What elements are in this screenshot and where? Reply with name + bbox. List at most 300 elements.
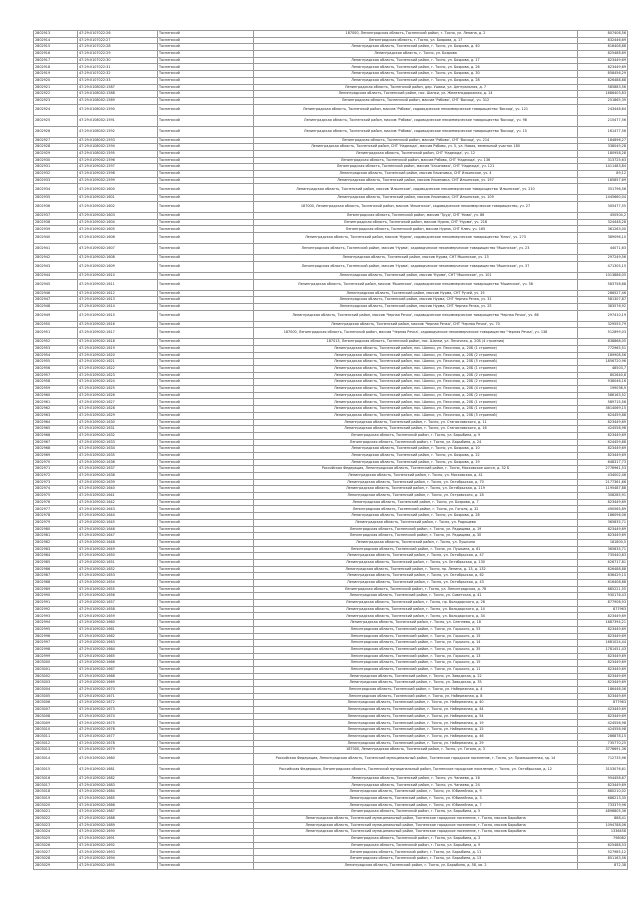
table-row <box>34 809 628 816</box>
table-row <box>34 660 628 667</box>
table-row <box>34 600 628 607</box>
district-cell: Тосненский <box>158 459 254 466</box>
record-id-cell: 2802995 <box>34 626 78 633</box>
value-cell: 351796,56 <box>578 184 628 195</box>
district-cell: Тосненский <box>158 727 254 734</box>
record-id-cell: 2802916 <box>34 51 78 58</box>
record-id-cell: 2803010 <box>34 727 78 734</box>
record-id-cell: 2802925 <box>34 115 78 126</box>
address-cell: Ленинградская область, Тосненский район, пос. Шапки, ул. Песочная, д. 20Б (1 строение) <box>254 399 578 406</box>
district-cell: Тосненский <box>158 802 254 809</box>
record-id-cell: 2802931 <box>34 164 78 171</box>
district-cell: Тосненский <box>158 372 254 379</box>
cadastral-number-cell: 47:29:0109002:1607 <box>78 244 158 255</box>
district-cell: Тосненский <box>158 379 254 386</box>
cadastral-number-cell: 47:29:0109002:1652 <box>78 566 158 573</box>
cadastral-number-cell: 47:29:0109002:1609 <box>78 261 158 272</box>
value-cell: 365835,71 <box>578 546 628 553</box>
value-cell: 389096,10 <box>578 233 628 244</box>
table-row <box>34 720 628 727</box>
record-id-cell: 2802993 <box>34 613 78 620</box>
district-cell: Тосненский <box>158 97 254 104</box>
table-row <box>34 753 628 764</box>
value-cell: 838868,05 <box>578 339 628 346</box>
cadastral-number-cell: 47:29:0109002:1598 <box>78 171 158 178</box>
value-cell: 823449,69 <box>578 419 628 426</box>
address-cell: Ленинградская область, Тосненский район, г. Тосно, пр. Володарского, д. 26 <box>254 600 578 607</box>
record-id-cell: 2802970 <box>34 459 78 466</box>
cadastral-number-cell: 47:29:0109002:1629 <box>78 412 158 419</box>
value-cell: 490565,89 <box>578 506 628 513</box>
record-id-cell: 2803014 <box>34 753 78 764</box>
value-cell: 823449,69 <box>578 57 628 64</box>
cadastral-number-cell: 47:29:0109002:1605 <box>78 226 158 233</box>
district-cell: Тосненский <box>158 620 254 627</box>
value-cell: 624459,88 <box>578 439 628 446</box>
value-cell: 823449,69 <box>578 432 628 439</box>
value-cell: 954458,67 <box>578 775 628 782</box>
address-cell: Ленинградская область, Тосненский район, г. Тосно, ул. Ленинградская, д. 78 <box>254 586 578 593</box>
table-row <box>34 202 628 213</box>
table-row <box>34 580 628 587</box>
record-id-cell: 2803015 <box>34 764 78 775</box>
cadastral-number-cell: 47:29:0109002:1674 <box>78 713 158 720</box>
table-row <box>34 795 628 802</box>
address-cell: Ленинградская область, Тосненский район, г. Тосно, ул. Горького, д. 15 <box>254 660 578 667</box>
district-cell: Тосненский <box>158 233 254 244</box>
table-row <box>34 406 628 413</box>
cadastral-number-cell: 47:29:0109002:1656 <box>78 593 158 600</box>
district-cell: Тосненский <box>158 359 254 366</box>
cadastral-number-cell: 47:29:0109002:1682 <box>78 775 158 782</box>
address-cell: Ленинградская область, Тосненский район, г. Тосно, ул. Боярова, д. 22 <box>254 452 578 459</box>
value-cell: 585883,56 <box>578 84 628 91</box>
table-row <box>34 279 628 290</box>
record-id-cell: 2802963 <box>34 412 78 419</box>
address-cell: Ленинградская область, Тосненский район, пос. Шапки, ул. Песочная, д. 20Б (2 строения) <box>254 379 578 386</box>
district-cell: Тосненский <box>158 493 254 500</box>
cadastral-number-cell: 47:29:0107022:27 <box>78 37 158 44</box>
table-row <box>34 513 628 520</box>
record-id-cell: 2802946 <box>34 290 78 297</box>
table-row <box>34 255 628 262</box>
address-cell: Ленинградская область, Тосненский район, г. Тосно, ул. Октябрьская, д. 47 <box>254 553 578 560</box>
cadastral-number-cell: 47:29:0109002:1667 <box>78 666 158 673</box>
record-id-cell: 2802924 <box>34 104 78 115</box>
value-cell: 880210,02 <box>578 789 628 796</box>
record-id-cell: 2802928 <box>34 144 78 151</box>
district-cell: Тосненский <box>158 606 254 613</box>
district-cell: Тосненский <box>158 653 254 660</box>
cadastral-number-cell: 47:29:0109002:1695 <box>78 862 158 869</box>
district-cell: Тосненский <box>158 586 254 593</box>
district-cell: Тосненский <box>158 290 254 297</box>
record-id-cell: 2802977 <box>34 506 78 513</box>
cadastral-number-cell: 47:29:0109002:1603 <box>78 213 158 220</box>
address-cell: Ленинградская область, г. Тосно, ул. Боярова, д. 17 <box>254 37 578 44</box>
value-cell: 858456,29 <box>578 71 628 78</box>
value-cell: 2177361,66 <box>578 479 628 486</box>
value-cell: 823449,69 <box>578 660 628 667</box>
address-cell: Ленинградская область, Тосненский район, г. Тосно, ул. Барыбина, д. 58, кв. 2 <box>254 862 578 869</box>
address-cell: Ленинградская область, Тосненский район, г. Тосно, ул. Набережная, д. 54 <box>254 713 578 720</box>
cadastral-number-cell: 47:29:0109002:1621 <box>78 359 158 366</box>
table-row <box>34 91 628 98</box>
district-cell: Тосненский <box>158 37 254 44</box>
address-cell: Ленинградская область, Тосненский район, г. Тосно, ул. Горького, д. 35 <box>254 646 578 653</box>
cadastral-number-cell: 47:29:0109002:1597 <box>78 164 158 171</box>
record-id-cell: 2802996 <box>34 633 78 640</box>
address-cell: Ленинградская область, Тосненский район, г. Тосно, ул. Радищева, д. 30 <box>254 533 578 540</box>
record-id-cell: 2802999 <box>34 653 78 660</box>
district-cell: Тосненский <box>158 84 254 91</box>
address-cell: Ленинградская область, Тосненский район, массив 'Нурма', садоводческое некоммерческое товарищество 'Мшинское', уч. 37 <box>254 261 578 272</box>
record-id-cell: 2802932 <box>34 171 78 178</box>
district-cell: Тосненский <box>158 526 254 533</box>
value-cell: 888,41 <box>578 816 628 823</box>
cadastral-number-cell: 47:29:0109002:1675 <box>78 720 158 727</box>
table-row <box>34 97 628 104</box>
value-cell: 823449,69 <box>578 64 628 71</box>
table-row <box>34 546 628 553</box>
address-cell: Ленинградская область, Тосненский район, массив 'Мшинская', садоводческое некоммерческое товарищество 'Мшинское', уч. 58 <box>254 279 578 290</box>
record-id-cell: 2802921 <box>34 84 78 91</box>
district-cell: Тосненский <box>158 539 254 546</box>
value-cell: 189908,56 <box>578 352 628 359</box>
district-cell: Тосненский <box>158 164 254 171</box>
record-id-cell: 2802913 <box>34 31 78 38</box>
address-cell: Ленинградская область, Тосненский район, массив Нурма, СНТ Черная Речка, уч. 31 <box>254 297 578 304</box>
value-cell: 807408,56 <box>578 31 628 38</box>
table-row <box>34 372 628 379</box>
cadastral-number-cell: 47:29:0109002:1679 <box>78 747 158 754</box>
cadastral-number-cell: 47:29:0109002:1599 <box>78 177 158 184</box>
table-row <box>34 526 628 533</box>
value-cell: 424558,98 <box>578 727 628 734</box>
cadastral-number-cell: 47:29:0108002:1595 <box>78 150 158 157</box>
value-cell: 185857,69 <box>578 177 628 184</box>
record-id-cell: 2802941 <box>34 244 78 255</box>
address-cell: Ленинградская область, Тосненский район, г. Тосно, ул. Гоголя, д. 32 <box>254 506 578 513</box>
table-body <box>34 31 628 870</box>
table-row <box>34 849 628 856</box>
district-cell: Тосненский <box>158 693 254 700</box>
district-cell: Тосненский <box>158 553 254 560</box>
record-id-cell: 2802987 <box>34 573 78 580</box>
record-id-cell: 2802915 <box>34 44 78 51</box>
record-id-cell: 2802980 <box>34 526 78 533</box>
address-cell: Ленинградская область, Тосненский район, г. Тосно, ул. Володарского, д. 14 <box>254 606 578 613</box>
district-cell: Тосненский <box>158 202 254 213</box>
address-cell: Российская Федерация, Ленинградская область, Тосненский район, г. Тосно, Московское шоссе, д. 32 Б <box>254 466 578 473</box>
value-cell: 3153076,61 <box>578 764 628 775</box>
record-id-cell: 2803011 <box>34 733 78 740</box>
table-row <box>34 328 628 339</box>
address-cell: Ленинградская область, Тосненский район, СНТ 'Надежда', уч. 12 <box>254 150 578 157</box>
value-cell: 826488,88 <box>578 77 628 84</box>
address-cell: Ленинградская область, Тосненский район, массив Нурма, СНТ Ручей, уч. 19 <box>254 290 578 297</box>
cadastral-number-cell: 47:29:0109002:1654 <box>78 580 158 587</box>
table-row <box>34 519 628 526</box>
district-cell: Тосненский <box>158 279 254 290</box>
value-cell: 434002,46 <box>578 473 628 480</box>
table-row <box>34 297 628 304</box>
cadastral-number-cell: 47:29:0109002:1615 <box>78 310 158 321</box>
value-cell: 1681024,44 <box>578 640 628 647</box>
address-cell: Ленинградская область, Тосненский район, г. Тосно, ул. Горького, д. 13 <box>254 653 578 660</box>
cadastral-number-cell: 47:29:0109002:1611 <box>78 279 158 290</box>
cadastral-number-cell: 47:29:0109002:1681 <box>78 764 158 775</box>
district-cell: Тосненский <box>158 849 254 856</box>
record-id-cell: 2802926 <box>34 126 78 137</box>
value-cell: 823449,69 <box>578 673 628 680</box>
cadastral-number-cell: 47:29:0109002:1683 <box>78 782 158 789</box>
record-id-cell: 2802934 <box>34 184 78 195</box>
address-cell: Ленинградская область, Тосненский район, массив 'Рябово', СНТ 'Восход', уч. 312 <box>254 97 578 104</box>
district-cell: Тосненский <box>158 809 254 816</box>
table-row <box>34 566 628 573</box>
value-cell: 823449,69 <box>578 680 628 687</box>
address-cell: Ленинградская область, Тосненский район, г. Тосно, ул. Октябрьская, д. 62 <box>254 573 578 580</box>
record-id-cell: 2802919 <box>34 71 78 78</box>
address-cell: Ленинградская область, Тосненский район, массив 'Нурма', СНТ 'Мшинское', уч. 101 <box>254 272 578 279</box>
district-cell: Тосненский <box>158 680 254 687</box>
cadastral-number-cell: 47:29:0109002:1628 <box>78 406 158 413</box>
record-id-cell: 2802974 <box>34 486 78 493</box>
record-id-cell: 2802929 <box>34 150 78 157</box>
address-cell: Ленинградская область, Тосненский район, массив Нурма, СНТ Ключ, уч. 165 <box>254 226 578 233</box>
district-cell: Тосненский <box>158 439 254 446</box>
value-cell: 471305,15 <box>578 261 628 272</box>
district-cell: Тосненский <box>158 303 254 310</box>
value-cell: 823449,69 <box>578 713 628 720</box>
record-id-cell: 2802971 <box>34 466 78 473</box>
record-id-cell: 2802944 <box>34 272 78 279</box>
district-cell: Тосненский <box>158 789 254 796</box>
value-cell: 589715,56 <box>578 399 628 406</box>
cadastral-number-cell: 47:29:0109002:1627 <box>78 399 158 406</box>
table-row <box>34 573 628 580</box>
table-row <box>34 339 628 346</box>
cadastral-number-cell: 47:29:0109002:1602 <box>78 202 158 213</box>
record-id-cell: 2802948 <box>34 303 78 310</box>
district-cell: Тосненский <box>158 144 254 151</box>
address-cell: Ленинградская область, Тосненский район, г. Тосно, ул. Радищева <box>254 519 578 526</box>
value-cell: 1686403,83 <box>578 91 628 98</box>
address-cell: Ленинградская область, Тосненский район, г. Тосно, ул. Барыбина, д. 13 <box>254 856 578 863</box>
table-row <box>34 412 628 419</box>
cadastral-number-cell: 47:29:0109002:1666 <box>78 660 158 667</box>
cadastral-number-cell: 47:29:0108002:1589 <box>78 97 158 104</box>
value-cell: 1856720,96 <box>578 359 628 366</box>
value-cell: 823449,69 <box>578 613 628 620</box>
address-cell: Ленинградская область, Тосненский район, г. Тосно, ул. Горького, д. 11 <box>254 666 578 673</box>
district-cell: Тосненский <box>158 452 254 459</box>
cadastral-number-cell: 47:29:0109002:1671 <box>78 693 158 700</box>
district-cell: Тосненский <box>158 184 254 195</box>
value-cell: 816408,88 <box>578 580 628 587</box>
record-id-cell: 2802962 <box>34 406 78 413</box>
value-cell: 823449,69 <box>578 626 628 633</box>
table-row <box>34 687 628 694</box>
address-cell: Ленинградская область, Тосненский район, г. Тосно, ул. Слепнева, д. 18 <box>254 620 578 627</box>
district-cell: Тосненский <box>158 687 254 694</box>
value-cell: 305477,55 <box>578 202 628 213</box>
record-id-cell: 2802957 <box>34 372 78 379</box>
record-id-cell: 2802942 <box>34 255 78 262</box>
value-cell: 180958,28 <box>578 150 628 157</box>
value-cell: 823449,69 <box>578 782 628 789</box>
record-id-cell: 2802983 <box>34 546 78 553</box>
cadastral-number-cell: 47:29:0109002:1645 <box>78 519 158 526</box>
record-id-cell: 2803022 <box>34 816 78 823</box>
address-cell: Ленинградская область, Тосненский район, г. Тосно, ул. Радищева, д. 19 <box>254 526 578 533</box>
cadastral-number-cell: 47:29:0109002:1601 <box>78 195 158 202</box>
record-id-cell: 2803001 <box>34 666 78 673</box>
value-cell: 1094788,06 <box>578 822 628 829</box>
address-cell: Ленинградская область, Тосненский район, массив 'Рябово', СНТ 'Восход', уч. 214 <box>254 137 578 144</box>
address-cell: Российская Федерация, Ленинградская область, Тосненский муниципальный район, Тосненское городское поселение, г. Тосно, ул. Октябрьская, д. 12 <box>254 764 578 775</box>
record-id-cell: 2802927 <box>34 137 78 144</box>
table-row <box>34 184 628 195</box>
value-cell: 48503,7 <box>578 366 628 373</box>
record-id-cell: 2802949 <box>34 310 78 321</box>
record-id-cell: 2802940 <box>34 233 78 244</box>
cadastral-number-cell: 47:29:0109002:1655 <box>78 586 158 593</box>
address-cell: Ленинградская область, Тосненский район, массив 'Ульяновка', СНТ 'Надежда', уч. 121 <box>254 164 578 171</box>
record-id-cell: 2802966 <box>34 432 78 439</box>
record-id-cell: 2803007 <box>34 707 78 714</box>
cadastral-number-cell: 47:29:0109002:1624 <box>78 379 158 386</box>
value-cell: 329555,79 <box>578 321 628 328</box>
district-cell: Тосненский <box>158 646 254 653</box>
table-row <box>34 466 628 473</box>
value-cell: 823449,69 <box>578 526 628 533</box>
table-row <box>34 856 628 863</box>
address-cell: Ленинградская область, Тосненский район, г. Тосно, ул. Боярова, д. 7 <box>254 499 578 506</box>
address-cell: Ленинградская область, Тосненский район, г. Тосно, ул. Барыбина, д. 3 <box>254 836 578 843</box>
table-row <box>34 233 628 244</box>
table-row <box>34 666 628 673</box>
table-row <box>34 816 628 823</box>
district-cell: Тосненский <box>158 816 254 823</box>
value-cell: 877963 <box>578 606 628 613</box>
cadastral-number-cell: 47:29:0107022:28 <box>78 44 158 51</box>
record-id-cell: 2803029 <box>34 862 78 869</box>
value-cell: 527985,12 <box>578 849 628 856</box>
table-row <box>34 459 628 466</box>
table-row <box>34 419 628 426</box>
address-cell: Ленинградская область, Тосненский район, г. Тосно, ул. Набережная, д. 46 <box>254 733 578 740</box>
table-row <box>34 499 628 506</box>
district-cell: Тосненский <box>158 660 254 667</box>
cadastral-number-cell: 47:29:0109002:1596 <box>78 157 158 164</box>
district-cell: Тосненский <box>158 261 254 272</box>
address-cell: Ленинградская область, Тосненский район, г. Тосно, ул. Советская, д. 41 <box>254 593 578 600</box>
record-id-cell: 2802967 <box>34 439 78 446</box>
district-cell: Тосненский <box>158 77 254 84</box>
district-cell: Тосненский <box>158 513 254 520</box>
table-row <box>34 633 628 640</box>
cadastral-number-cell: 47:29:0109002:1644 <box>78 513 158 520</box>
value-cell: 324448,28 <box>578 219 628 226</box>
record-id-cell: 2802984 <box>34 553 78 560</box>
address-cell: Ленинградская область, Тосненский муниципальный район, Тосненское городское поселение, г. Тосно, массив Барыбина <box>254 829 578 836</box>
record-id-cell: 2802968 <box>34 446 78 453</box>
value-cell: 1013886,05 <box>578 272 628 279</box>
record-id-cell: 2803009 <box>34 720 78 727</box>
table-row <box>34 740 628 747</box>
address-cell: Ленинградская область, Тосненский район, пос. Шапки, ул. Песочная, д. 20Б (2 строения) <box>254 352 578 359</box>
value-cell: 3776691,36 <box>578 747 628 754</box>
district-cell: Тосненский <box>158 386 254 393</box>
record-id-cell: 2803027 <box>34 849 78 856</box>
cadastral-number-cell: 47:29:0109002:1658 <box>78 606 158 613</box>
table-row <box>34 613 628 620</box>
cadastral-number-cell: 47:29:0109002:1647 <box>78 533 158 540</box>
address-cell: Ленинградская область, Тосненский район, г. Тосно, ул. Набережная, д. 4 <box>254 687 578 694</box>
table-row <box>34 144 628 151</box>
table-row <box>34 486 628 493</box>
table-row <box>34 673 628 680</box>
cadastral-number-cell: 47:29:0109002:1693 <box>78 849 158 856</box>
value-cell: 297249,56 <box>578 255 628 262</box>
district-cell: Тосненский <box>158 519 254 526</box>
value-cell: 338049,28 <box>578 144 628 151</box>
record-id-cell: 2802918 <box>34 64 78 71</box>
district-cell: Тосненский <box>158 339 254 346</box>
district-cell: Тосненский <box>158 399 254 406</box>
table-row <box>34 606 628 613</box>
district-cell: Тосненский <box>158 345 254 352</box>
record-id-cell: 2803018 <box>34 789 78 796</box>
table-row <box>34 782 628 789</box>
cadastral-number-cell: 47:29:0109002:1600 <box>78 184 158 195</box>
value-cell: 735440,83 <box>578 553 628 560</box>
cadastral-number-cell: 47:29:0109002:1659 <box>78 613 158 620</box>
value-cell: 308285,91 <box>578 493 628 500</box>
table-row <box>34 747 628 754</box>
cadastral-number-cell: 47:29:0109002:1641 <box>78 493 158 500</box>
address-cell: Ленинградская область, Тосненский район, массив 'Нурма', садоводческое некоммерческое товарищество 'Ключ', уч. 273 <box>254 233 578 244</box>
table-row <box>34 171 628 178</box>
address-cell: Ленинградская область, Тосненский район, пос. Шапки, ул. Песочная, д. 20Б (2 строения) <box>254 372 578 379</box>
table-row <box>34 775 628 782</box>
table-row <box>34 432 628 439</box>
district-cell: Тосненский <box>158 600 254 607</box>
cadastral-number-cell: 47:29:0109002:1677 <box>78 733 158 740</box>
record-id-cell: 2802986 <box>34 566 78 573</box>
value-cell: 184896,27 <box>578 137 628 144</box>
table-row <box>34 842 628 849</box>
cadastral-number-cell: 47:29:0109002:1623 <box>78 372 158 379</box>
address-cell: Ленинградская область, Тосненский район, г. Тосно, ул. Юбилейная, д. 9 <box>254 789 578 796</box>
record-id-cell: 2802964 <box>34 419 78 426</box>
record-id-cell: 2802950 <box>34 321 78 328</box>
district-cell: Тосненский <box>158 366 254 373</box>
district-cell: Тосненский <box>158 71 254 78</box>
district-cell: Тосненский <box>158 466 254 473</box>
district-cell: Тосненский <box>158 566 254 573</box>
cadastral-number-cell: 47:29:0109002:1634 <box>78 446 158 453</box>
table-row <box>34 290 628 297</box>
address-cell: Ленинградская область, Тосненский район, массив 'Ильинское', садоводческое некоммерческое товарищество 'Ильинское', уч. 210 <box>254 184 578 195</box>
record-id-cell: 2803016 <box>34 775 78 782</box>
district-cell: Тосненский <box>158 406 254 413</box>
district-cell: Тосненский <box>158 499 254 506</box>
cadastral-number-cell: 47:29:0109002:1668 <box>78 673 158 680</box>
address-cell: Ленинградская область, Тосненский район, г. Тосно, ул. Горького, д. 15 <box>254 633 578 640</box>
